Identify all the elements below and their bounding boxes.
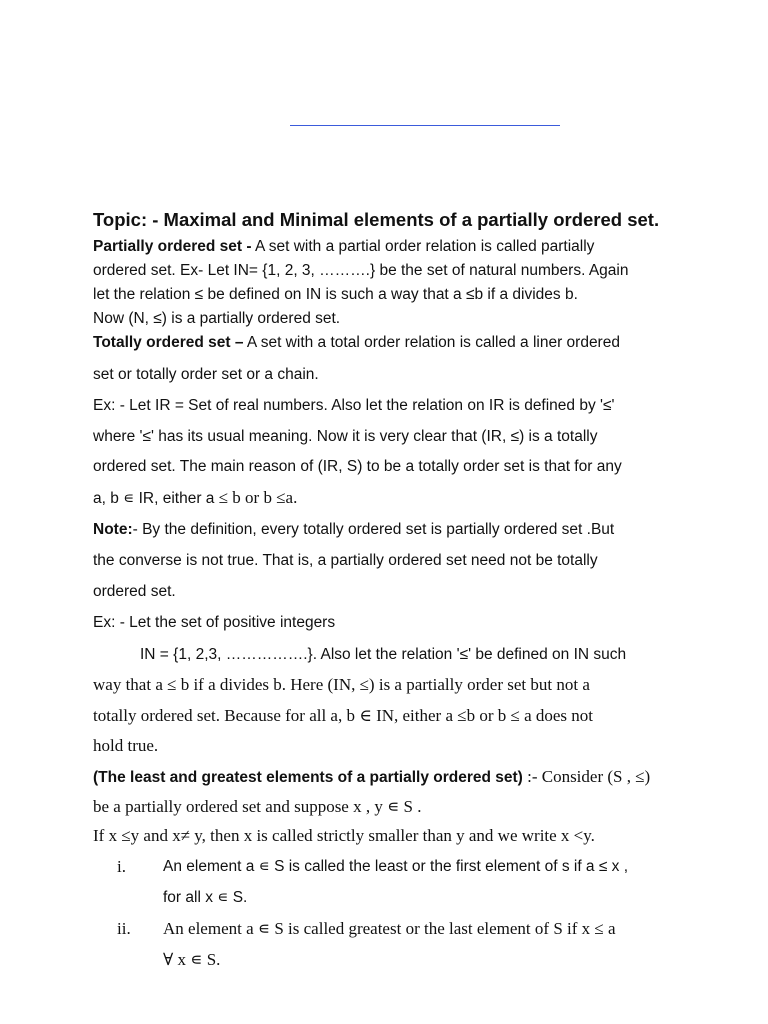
- toset-example-line-3: ordered set. The main reason of (IR, S) to be a totally order set is that for any: [93, 458, 622, 475]
- item-number: i.: [117, 857, 126, 876]
- page-title: Topic: - Maximal and Minimal elements of a partially ordered set.: [93, 209, 660, 230]
- least-line-3: If x ≤y and x≠ y, then x is called strictly smaller than y and we write x <y.: [93, 826, 595, 845]
- toset-example-line-2: where '≤' has its usual meaning. Now it is very clear that (IR, ≤) is a totally: [93, 428, 598, 445]
- toset-example-4a: a, b ∊ IR, either a: [93, 490, 219, 507]
- item-1-line-2: for all x ∊ S.: [163, 889, 248, 906]
- example2-line-4: totally ordered set. Because for all a, b ∈ IN, either a ≤b or b ≤ a does not: [93, 706, 593, 725]
- note-text-1: - By the definition, every totally ordered set is partially ordered set .But: [132, 521, 615, 538]
- note-line-3: ordered set.: [93, 583, 176, 600]
- toset-example-line-1: Ex: - Let IR = Set of real numbers. Also let the relation on IR is defined by '≤': [93, 397, 615, 414]
- least-heading-tail: :- Consider (S , ≤): [522, 767, 651, 786]
- example2-line-1: Ex: - Let the set of positive integers: [93, 614, 336, 631]
- poset-line-3: let the relation ≤ be defined on IN is such a way that a ≤b if a divides b.: [93, 286, 578, 303]
- item-number: ii.: [117, 919, 131, 938]
- example2-line-3: way that a ≤ b if a divides b. Here (IN, ≤) is a partially order set but not a: [93, 675, 590, 694]
- note-line-1: [93, 520, 614, 540]
- example2-line-5: hold true.: [93, 736, 159, 755]
- least-heading: (The least and greatest elements of a partially ordered set): [93, 769, 523, 786]
- toset-text-1: A set with a total order relation is called a liner ordered: [243, 334, 620, 351]
- toset-example-line-4: [93, 488, 297, 509]
- note-term: Note:: [93, 521, 133, 538]
- item-2-line-2: ∀ x ∊ S.: [163, 950, 221, 969]
- toset-line-1: [93, 333, 620, 353]
- item-1-line-1: An element a ∊ S is called the least or the first element of s if a ≤ x ,: [163, 858, 629, 875]
- poset-line-2: ordered set. Ex- Let IN= {1, 2, 3, ……….} be the set of natural numbers. Again: [93, 262, 629, 279]
- least-heading-line: [93, 767, 650, 788]
- poset-line-4: Now (N, ≤) is a partially ordered set.: [93, 310, 341, 327]
- poset-text-1: A set with a partial order relation is called partially: [251, 238, 595, 255]
- example2-line-2: IN = {1, 2,3, …………….}. Also let the relation '≤' be defined on IN such: [140, 646, 627, 663]
- poset-line-1: [93, 237, 594, 257]
- toset-term: Totally ordered set –: [93, 334, 244, 351]
- item-2-line-1: An element a ∊ S is called greatest or the last element of S if x ≤ a: [163, 919, 616, 938]
- toset-line-2: set or totally order set or a chain.: [93, 366, 319, 383]
- note-line-2: the converse is not true. That is, a partially ordered set need not be totally: [93, 552, 598, 569]
- header-rule: [290, 125, 560, 126]
- poset-term: Partially ordered set -: [93, 238, 252, 255]
- least-line-2: be a partially ordered set and suppose x , y ∊ S .: [93, 797, 422, 816]
- toset-example-4b: ≤ b or b ≤a.: [218, 488, 298, 507]
